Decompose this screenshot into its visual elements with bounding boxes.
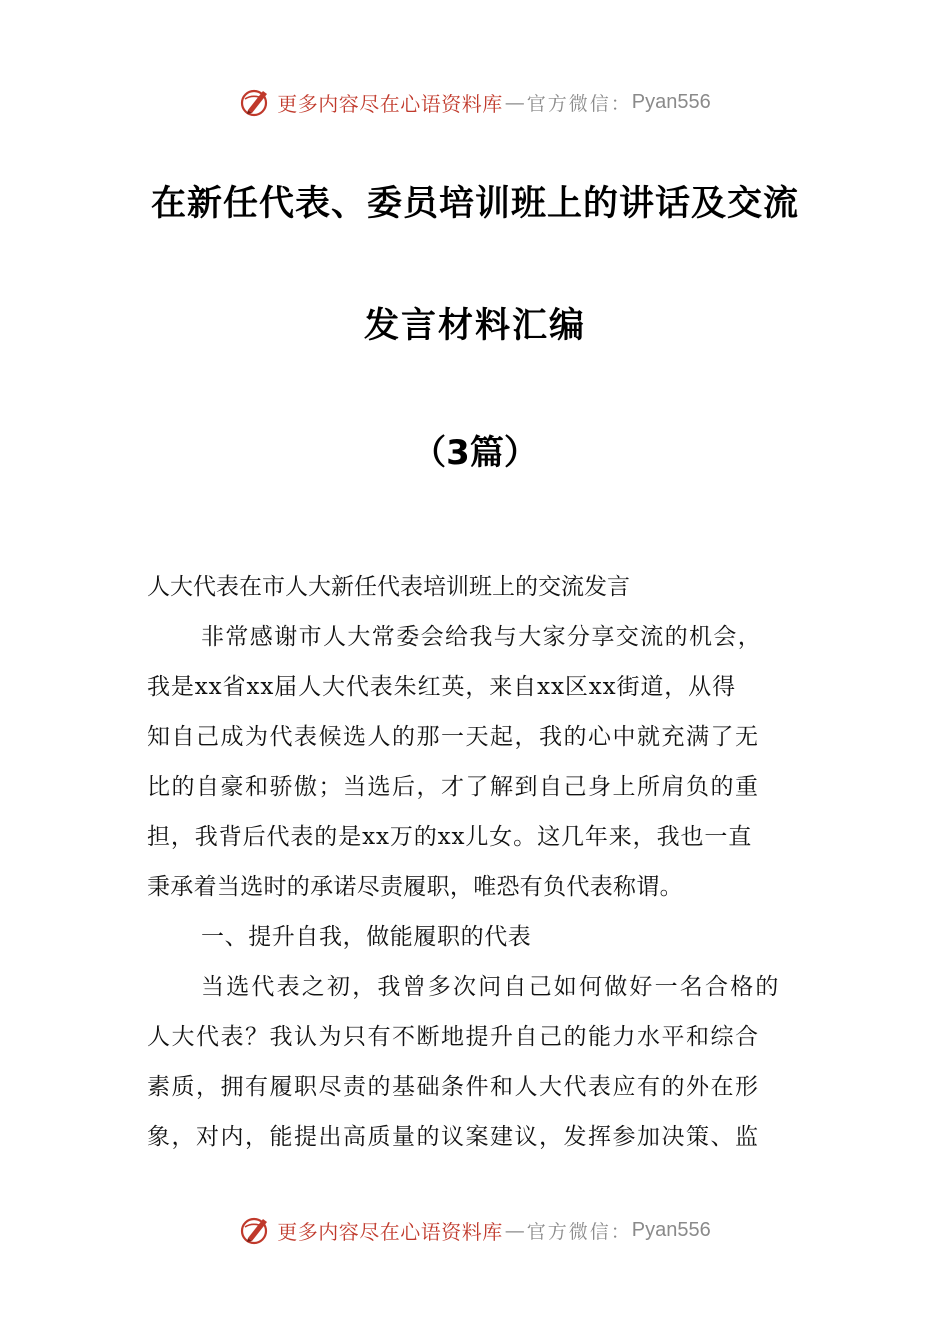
pen-logo-icon bbox=[239, 85, 273, 119]
paragraph-line: 担，我背后代表的是xx万的xx儿女。这几年来，我也一直 bbox=[147, 824, 753, 850]
banner-site-text: 更多内容尽在心语资料库 bbox=[277, 1219, 503, 1244]
pen-logo-icon bbox=[239, 1213, 273, 1247]
footer-banner bbox=[0, 1208, 950, 1252]
banner-handle: Pyan556 bbox=[631, 1218, 711, 1241]
section-heading: 人大代表在市人大新任代表培训班上的交流发言 bbox=[147, 574, 630, 600]
paragraph-line: 秉承着当选时的承诺尽责履职，唯恐有负代表称谓。 bbox=[147, 874, 683, 900]
paragraph-line: 我是xx省xx届人大代表朱红英，来自xx区xx街道，从得 bbox=[147, 674, 736, 700]
paragraph-line: 非常感谢市人大常委会给我与大家分享交流的机会， bbox=[201, 624, 763, 650]
paragraph-line: 当选代表之初，我曾多次问自己如何做好一名合格的 bbox=[201, 974, 781, 1000]
banner-official-label: 官方微信： bbox=[526, 1220, 632, 1243]
paragraph-line: 比的自豪和骄傲；当选后，才了解到自己身上所肩负的重 bbox=[147, 774, 760, 800]
paragraph-line: 人大代表？我认为只有不断地提升自己的能力水平和综合 bbox=[147, 1024, 760, 1050]
paragraph-line: 知自己成为代表候选人的那一天起，我的心中就充满了无 bbox=[147, 724, 760, 750]
banner-dash: — bbox=[504, 90, 525, 114]
document-title-line-1: 在新任代表、委员培训班上的讲话及交流 bbox=[150, 184, 799, 224]
paragraph-line: 素质，拥有履职尽责的基础条件和人大代表应有的外在形 bbox=[147, 1074, 760, 1100]
header-banner bbox=[0, 80, 950, 124]
subheading: 一、提升自我，做能履职的代表 bbox=[201, 924, 532, 950]
banner-official-label: 官方微信： bbox=[526, 92, 632, 115]
banner-handle: Pyan556 bbox=[631, 90, 711, 113]
document-title-line-2: 发言材料汇编 bbox=[363, 306, 586, 346]
banner-dash: — bbox=[504, 1218, 525, 1242]
paragraph-line: 象，对内，能提出高质量的议案建议，发挥参加决策、监 bbox=[147, 1124, 760, 1150]
document-title-count: （3篇） bbox=[412, 433, 538, 473]
banner-site-text: 更多内容尽在心语资料库 bbox=[277, 91, 503, 116]
